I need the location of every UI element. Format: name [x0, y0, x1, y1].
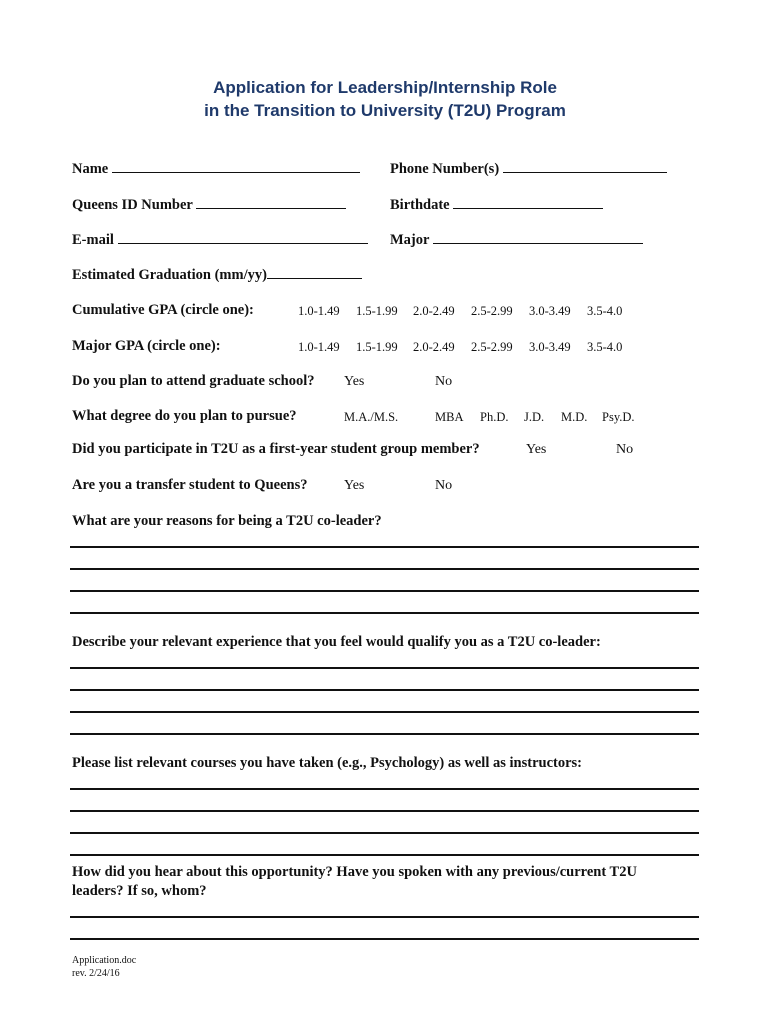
name-blank[interactable]	[112, 158, 360, 173]
name-field	[72, 158, 360, 178]
grad-school-no-option[interactable]: No	[435, 374, 453, 389]
cumulative-gpa-option[interactable]: 3.5-4.0	[587, 304, 623, 318]
degree-question: What degree do you plan to pursue?	[72, 408, 297, 424]
experience-question: Describe your relevant experience that you feel would qualify you as a T2U co-leader:	[72, 634, 601, 650]
phone-blank[interactable]	[503, 158, 667, 173]
experience-answer-line[interactable]	[70, 711, 699, 713]
phone-label: Phone Number(s)	[390, 161, 500, 177]
degree-option[interactable]: Psy.D.	[602, 410, 635, 424]
phone-field	[390, 158, 667, 178]
queens-id-label: Queens ID Number	[72, 197, 193, 213]
transfer-no-option[interactable]: No	[435, 478, 453, 493]
reasons-answer-line[interactable]	[70, 612, 699, 614]
queens-id-field	[72, 194, 346, 214]
form-title-line2: in the Transition to University (T2U) Program	[204, 101, 566, 120]
cumulative-gpa-option[interactable]: 3.0-3.49	[529, 304, 571, 318]
experience-answer-line[interactable]	[70, 689, 699, 691]
experience-answer-line[interactable]	[70, 733, 699, 735]
major-gpa-option[interactable]: 3.0-3.49	[529, 340, 571, 354]
courses-answer-line[interactable]	[70, 788, 699, 790]
major-label: Major	[390, 232, 430, 248]
footer-revision: rev. 2/24/16	[72, 968, 120, 979]
reasons-answer-line[interactable]	[70, 568, 699, 570]
email-field	[72, 229, 368, 249]
degree-option[interactable]: MBA	[435, 410, 464, 424]
first-year-yes-option[interactable]: Yes	[526, 442, 547, 457]
graduation-label: Estimated Graduation (mm/yy)	[72, 267, 267, 283]
experience-answer-line[interactable]	[70, 667, 699, 669]
form-title-line1: Application for Leadership/Internship Role	[213, 78, 557, 97]
cumulative-gpa-label: Cumulative GPA (circle one):	[72, 302, 254, 318]
courses-question: Please list relevant courses you have taken (e.g., Psychology) as well as instructors:	[72, 755, 582, 771]
name-label: Name	[72, 161, 109, 177]
graduation-blank[interactable]	[267, 264, 362, 279]
hear-question-line2: leaders? If so, whom?	[72, 883, 207, 899]
courses-answer-line[interactable]	[70, 854, 699, 856]
queens-id-blank[interactable]	[196, 194, 346, 209]
major-gpa-option[interactable]: 2.0-2.49	[413, 340, 455, 354]
degree-option[interactable]: Ph.D.	[480, 410, 509, 424]
cumulative-gpa-option[interactable]: 2.5-2.99	[471, 304, 513, 318]
transfer-question: Are you a transfer student to Queens?	[72, 477, 308, 493]
first-year-no-option[interactable]: No	[616, 442, 634, 457]
reasons-answer-line[interactable]	[70, 546, 699, 548]
grad-school-yes-option[interactable]: Yes	[344, 374, 365, 389]
major-gpa-option[interactable]: 1.0-1.49	[298, 340, 340, 354]
reasons-question: What are your reasons for being a T2U co-leader?	[72, 513, 382, 529]
major-field	[390, 229, 643, 249]
email-blank[interactable]	[118, 229, 368, 244]
degree-option[interactable]: M.D.	[561, 410, 588, 424]
major-gpa-option[interactable]: 1.5-1.99	[356, 340, 398, 354]
reasons-answer-line[interactable]	[70, 590, 699, 592]
courses-answer-line[interactable]	[70, 810, 699, 812]
hear-answer-line[interactable]	[70, 938, 699, 940]
email-label: E-mail	[72, 232, 114, 248]
major-blank[interactable]	[433, 229, 643, 244]
major-gpa-option[interactable]: 2.5-2.99	[471, 340, 513, 354]
cumulative-gpa-option[interactable]: 2.0-2.49	[413, 304, 455, 318]
cumulative-gpa-option[interactable]: 1.0-1.49	[298, 304, 340, 318]
footer-filename: Application.doc	[72, 955, 137, 966]
birthdate-field	[390, 194, 603, 214]
degree-option[interactable]: J.D.	[524, 410, 545, 424]
hear-answer-line[interactable]	[70, 916, 699, 918]
major-gpa-label: Major GPA (circle one):	[72, 338, 221, 354]
cumulative-gpa-option[interactable]: 1.5-1.99	[356, 304, 398, 318]
courses-answer-line[interactable]	[70, 832, 699, 834]
first-year-question: Did you participate in T2U as a first-year student group member?	[72, 441, 480, 457]
grad-school-question: Do you plan to attend graduate school?	[72, 373, 315, 389]
major-gpa-option[interactable]: 3.5-4.0	[587, 340, 623, 354]
graduation-field	[72, 264, 362, 284]
hear-question-line1: How did you hear about this opportunity? Have you spoken with any previous/current T2U	[72, 864, 637, 880]
birthdate-blank[interactable]	[453, 194, 603, 209]
transfer-yes-option[interactable]: Yes	[344, 478, 365, 493]
birthdate-label: Birthdate	[390, 197, 450, 213]
degree-option[interactable]: M.A./M.S.	[344, 410, 399, 424]
